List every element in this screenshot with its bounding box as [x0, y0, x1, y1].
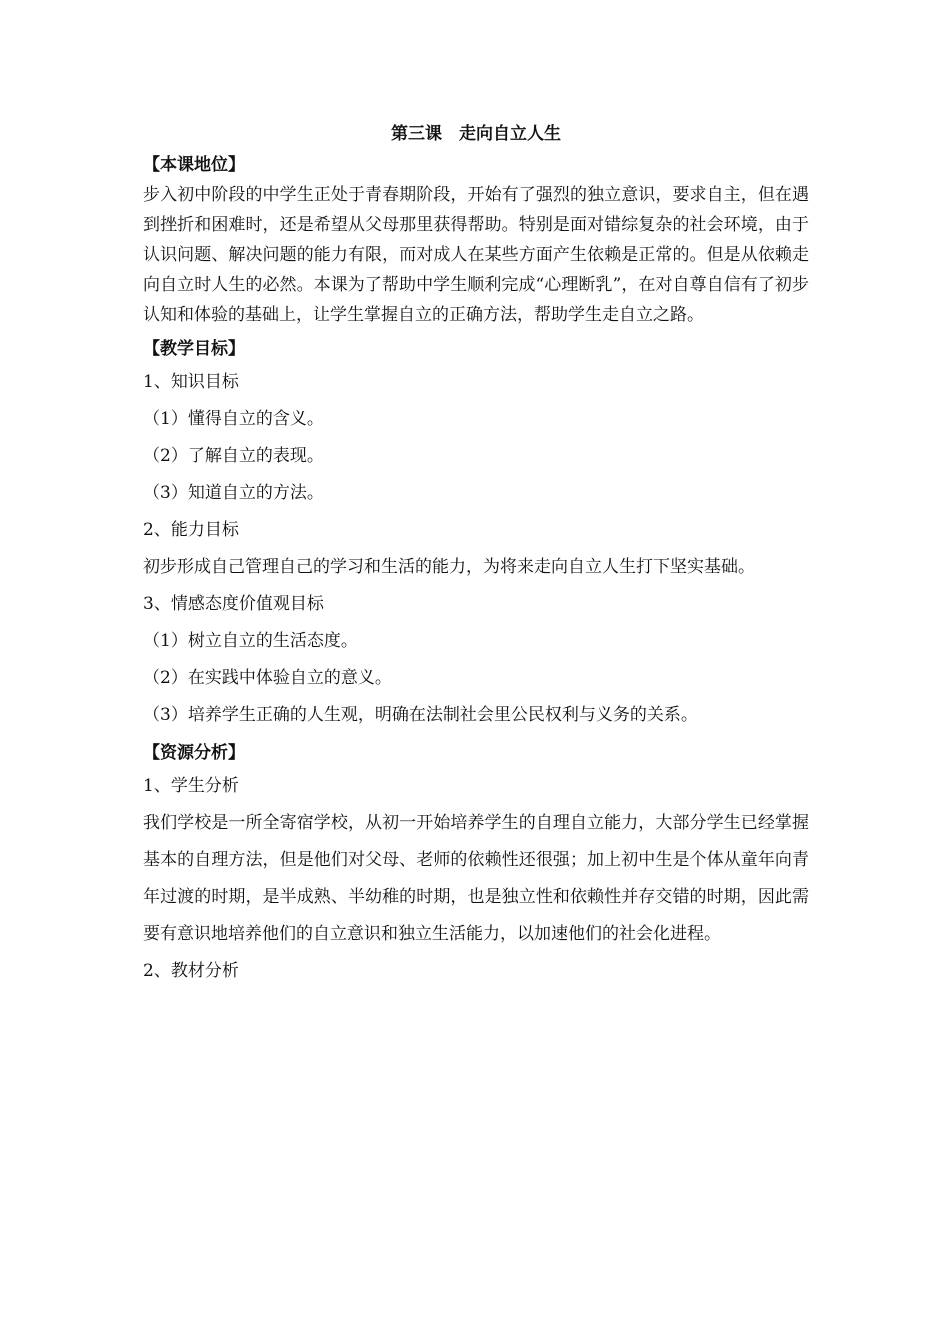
section-heading-goals: 【教学目标】: [143, 339, 245, 359]
ability-goal-label: 2、能力目标: [143, 520, 239, 540]
section-heading-position: 【本课地位】: [143, 155, 245, 175]
knowledge-goal-item: （1）懂得自立的含义。: [143, 409, 324, 429]
knowledge-goal-item: （3）知道自立的方法。: [143, 483, 324, 503]
emotion-goal-item: （1）树立自立的生活态度。: [143, 631, 358, 651]
document-body: [143, 118, 809, 990]
emotion-goal-label: 3、情感态度价值观目标: [143, 594, 324, 614]
ability-goal-paragraph: 初步形成自己管理自己的学习和生活的能力，为将来走向自立人生打下坚实基础。: [143, 557, 755, 577]
section-heading-resources: 【资源分析】: [143, 743, 245, 763]
emotion-goal-item: （3）培养学生正确的人生观，明确在法制社会里公民权利与义务的关系。: [143, 705, 698, 725]
page-title: 第三课 走向自立人生: [391, 124, 561, 144]
emotion-goal-item: （2）在实践中体验自立的意义。: [143, 668, 392, 688]
position-paragraph: 步入初中阶段的中学生正处于青春期阶段，开始有了强烈的独立意识，要求自主，但在遇到挫折和困难时，还是希望从父母那里获得帮助。特别是面对错综复杂的社会环境，由于认识问题、解决问题的能力有限，而对成人在某些方面产生依赖是正常的。但是从依赖走向自立时人生的必然。本课为了帮助中学生顺利完成“心理断乳”，在对自尊自信有了初步认知和体验的基础上，让学生掌握自立的正确方法，帮助学生走自立之路。: [143, 185, 809, 325]
knowledge-goal-label: 1、知识目标: [143, 372, 239, 392]
knowledge-goal-item: （2）了解自立的表现。: [143, 446, 324, 466]
student-analysis-paragraph: 我们学校是一所全寄宿学校，从初一开始培养学生的自理自立能力，大部分学生已经掌握基本的自理方法，但是他们对父母、老师的依赖性还很强；加上初中生是个体从童年向青年过渡的时期，是半成熟、半幼稚的时期，也是独立性和依赖性并存交错的时期，因此需要有意识地培养他们的自立意识和独立生活能力，以加速他们的社会化进程。: [143, 813, 809, 944]
textbook-analysis-label: 2、教材分析: [143, 961, 239, 981]
student-analysis-label: 1、学生分析: [143, 776, 239, 796]
